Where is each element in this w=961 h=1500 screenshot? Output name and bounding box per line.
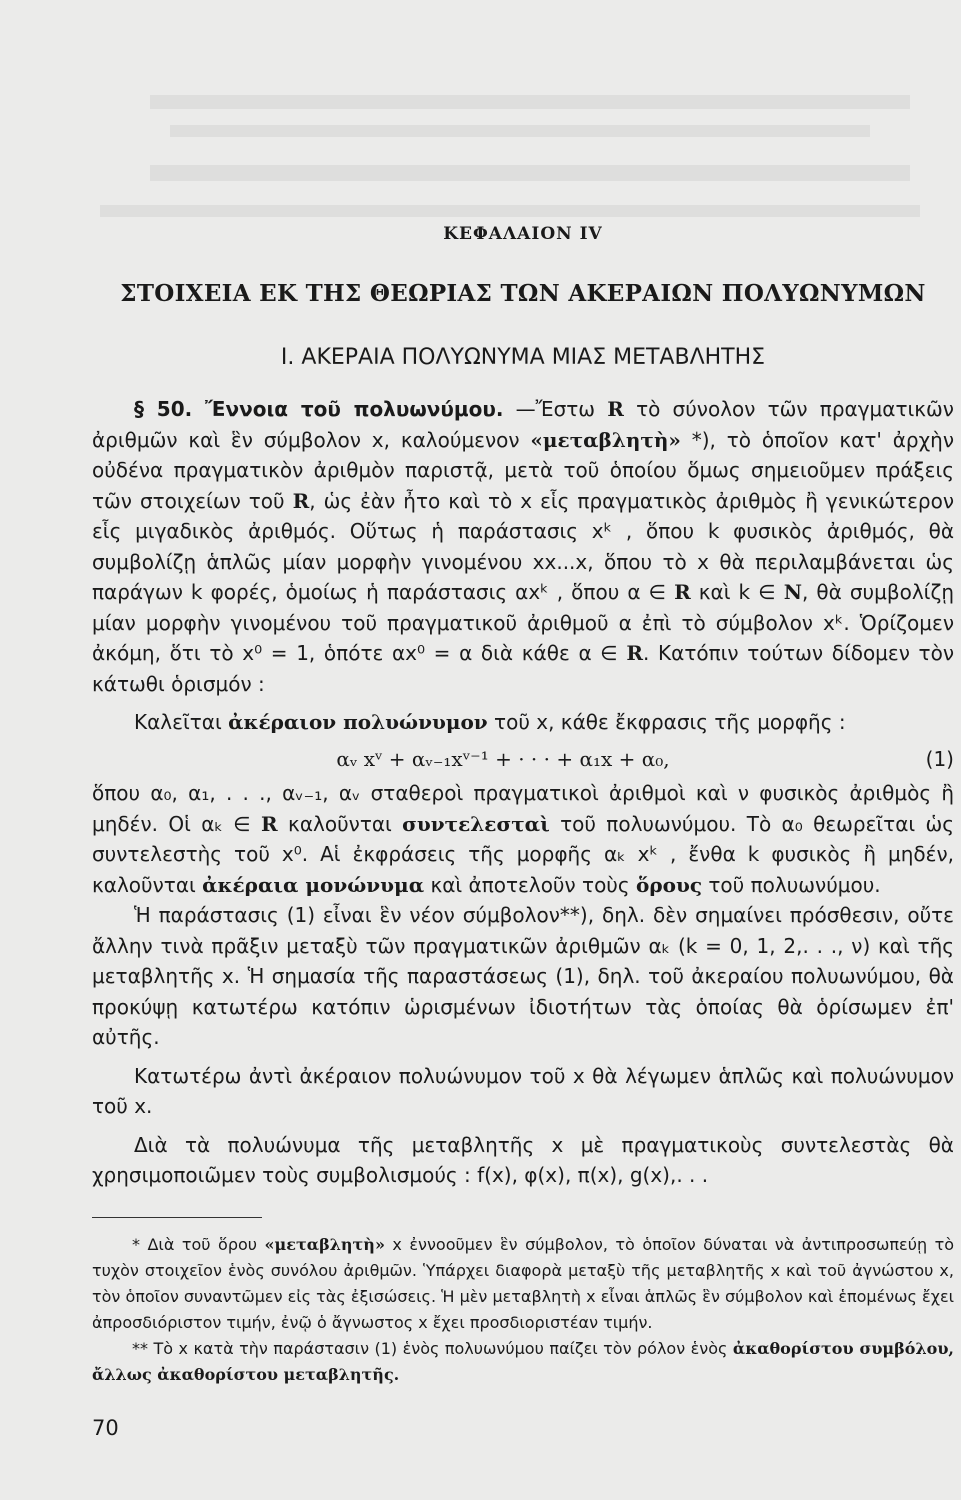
paragraph-definition-intro: § 50. Ἔννοια τοῦ πολυωνύμου. —Ἔστω R τὸ σύνολον τῶν πραγματικῶν ἀριθμῶν καὶ ἓν σύμβολον x, καλούμενον «μεταβλητὴ» *), τὸ ὁποῖον κατ' ἀρχὴν οὐδένα πραγματικὸν ἀριθμὸν παριστᾷ, μετὰ τοῦ ὁποίου ὅμως σημειοῦμεν πράξεις τῶν στοιχείων τοῦ R, ὡς ἐὰν ἦτο καὶ τὸ x εἷς πραγματικὸς ἀριθμὸς ἢ γενικώτερον εἷς μιγαδικὸς ἀριθμός. Οὕτως ἡ παράστασις xᵏ , ὅπου k φυσικὸς ἀριθμός, θὰ συμβολίζῃ ἁπλῶς μίαν μορφὴν γινομένου xx...x, ὅπου τὸ x θὰ περιλαμβάνεται ὡς παράγων k φορές, ὁμοίως ἡ παράστασις αxᵏ , ὅπου α ∈ R καὶ k ∈ N, θὰ συμβολίζῃ μίαν μορφὴν γινομένου τοῦ πραγματικοῦ ἀριθμοῦ α ἐπὶ τὸ σύμβολον xᵏ. Ὁρίζομεν ἀκόμη, ὅτι τὸ x⁰ = 1, ὁπότε αx⁰ = α διὰ κάθε α ∈ R. Κατόπιν τούτων δίδομεν τὸν κάτωθι ὁρισμόν :	[92, 397, 955, 696]
footnotes	[92, 1232, 954, 1388]
term-coefficients: συντελεσταὶ	[402, 811, 550, 836]
bleed-through-shadow	[0, 0, 961, 230]
paragraph-notation: Διὰ τὰ πολυώνυμα τῆς μεταβλητῆς x μὲ πραγματικοὺς συντελεστὰς θὰ χρησιμοποιῶμεν τοὺς συμβολισμούς : f(x), φ(x), π(x), g(x),. . .	[92, 1132, 954, 1187]
term-terms: ὅρους	[635, 872, 703, 897]
footnote-1: * Διὰ τοῦ ὅρου «μεταβλητὴ» x ἐννοοῦμεν ἓν σύμβολον, τὸ ὁποῖον δύναται νὰ ἀντιπροσωπεύῃ τὸ τυχὸν στοιχεῖον ἑνὸς συνόλου ἀριθμῶν. Ὑπάρχει διαφορὰ μεταξὺ τῆς μεταβλητῆς x καὶ τοῦ ἀγνώστου x, τὸν ὁποῖον συναντῶμεν εἰς τὰς ἐξισώσεις. Ἡ μὲν μεταβλητὴ x εἶναι ἁπλῶς ἓν σύμβολον καὶ ἑπομένως ἔχει ἀπροσδιόριστον τιμήν, ἐνῷ ὁ ἄγνωστος x ἔχει προσδιοριστέαν τιμήν.	[92, 1234, 955, 1332]
section-number-heading: § 50. Ἔννοια τοῦ πολυωνύμου.	[134, 397, 504, 421]
formula-expression: αᵥ xᵛ + αᵥ₋₁xᵛ⁻¹ + · · · + α₁x + α₀,	[336, 746, 670, 771]
chapter-title: ΣΤΟΙΧΕΙΑ ΕΚ ΤΗΣ ΘΕΩΡΙΑΣ ΤΩΝ ΑΚΕΡΑΙΩΝ ΠΟΛΥΩΝΥΜΩΝ	[120, 280, 926, 307]
paragraph-coefficients: ὅπου α₀, α₁, . . ., αᵥ₋₁, αᵥ σταθεροὶ πραγματικοὶ ἀριθμοὶ καὶ ν φυσικὸς ἀριθμὸς ἢ μηδέν. Οἱ αₖ ∈ R καλοῦνται συντελεσταὶ τοῦ πολυωνύμου. Τὸ α₀ θεωρεῖται ὡς συντελεστὴς τοῦ x⁰. Αἱ ἐκφράσεις τῆς μορφῆς αₖ xᵏ , ἔνθα k φυσικὸς ἢ μηδέν, καλοῦνται ἀκέραια μονώνυμα καὶ ἀποτελοῦν τοὺς ὅρους τοῦ πολυωνύμου.	[92, 781, 955, 897]
paragraph-shorthand: Κατωτέρω ἀντὶ ἀκέραιον πολυώνυμον τοῦ x θὰ λέγωμεν ἁπλῶς καὶ πολυώνυμον τοῦ x.	[92, 1063, 954, 1118]
page-content	[92, 224, 954, 1388]
formula-1	[92, 744, 954, 775]
formula-number: (1)	[925, 746, 954, 771]
paragraph-definition: Καλεῖται ἀκέραιον πολυώνυμον τοῦ x, κάθε ἔκφρασις τῆς μορφῆς :	[134, 710, 846, 734]
term-variable: «μεταβλητὴ»	[530, 427, 681, 452]
term-monomials: ἀκέραια μονώνυμα	[202, 872, 425, 897]
page-number: 70	[92, 1416, 119, 1440]
chapter-heading: ΚΕΦΑΛΑΙΟΝ IV	[443, 224, 603, 244]
section-heading: I. ΑΚΕΡΑΙΑ ΠΟΛΥΩΝΥΜΑ ΜΙΑΣ ΜΕΤΑΒΛΗΤΗΣ	[280, 345, 766, 370]
body-text	[92, 394, 954, 1191]
footnote-2: ** Τὸ x κατὰ τὴν παράστασιν (1) ἑνὸς πολυωνύμου παίζει τὸν ρόλον ἑνὸς ἀκαθορίστου συμβόλου, ἄλλως ἀκαθορίστου μεταβλητῆς.	[92, 1338, 955, 1384]
term-integer-polynomial: ἀκέραιον πολυώνυμον	[228, 710, 488, 734]
paragraph-symbol: Ἡ παράστασις (1) εἶναι ἓν νέον σύμβολον**), δηλ. δὲν σημαίνει πρόσθεσιν, οὔτε ἄλλην τινὰ πρᾶξιν μεταξὺ τῶν πραγματικῶν ἀριθμῶν αₖ (k = 0, 1, 2,. . ., ν) καὶ τῆς μεταβλητῆς x. Ἡ σημασία τῆς παραστάσεως (1), δηλ. τοῦ ἀκεραίου πολυωνύμου, θὰ προκύψῃ κατωτέρω κατόπιν ὡρισμένων ἰδιοτήτων τὰς ὁποίας θὰ ὁρίσωμεν ἐπ' αὐτῆς.	[92, 903, 954, 1049]
footnote-divider	[92, 1217, 262, 1218]
